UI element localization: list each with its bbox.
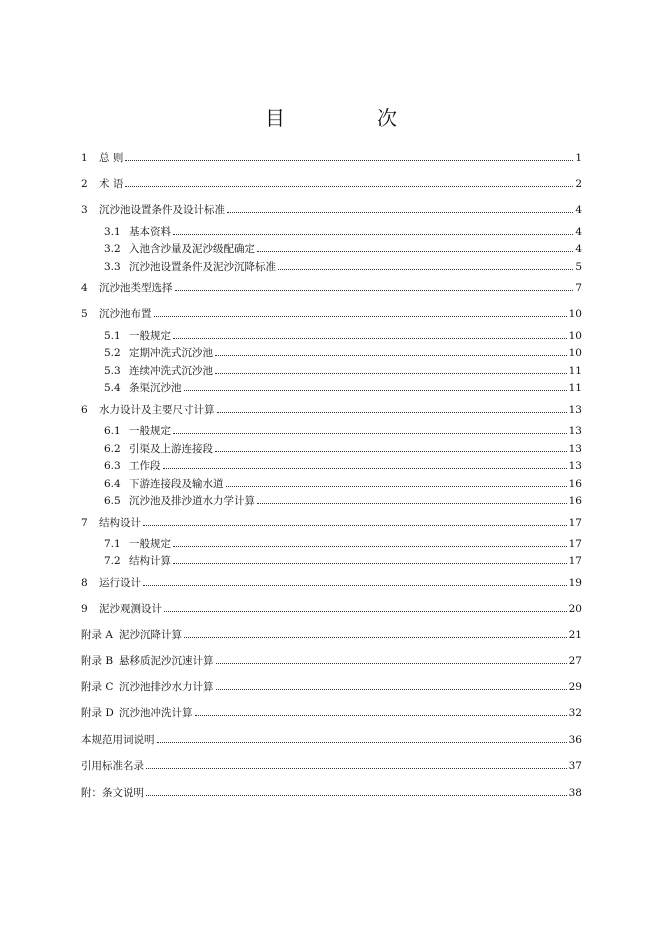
toc-leader-dots [163, 468, 567, 469]
toc-entry-page-number: 4 [575, 243, 582, 255]
toc-entry[interactable] [81, 758, 582, 772]
toc-leader-dots [143, 525, 567, 526]
toc-entry-label: 泥沙沉降计算 [119, 629, 182, 641]
toc-leader-dots [164, 611, 567, 612]
toc-entry-page-number: 10 [568, 330, 582, 342]
toc-entry-label: 一般规定 [129, 538, 171, 550]
toc-entry-page-number: 1 [575, 152, 582, 164]
toc-entry-number: 6.4 [104, 478, 121, 490]
toc-entry-label: 术 语 [99, 178, 124, 190]
toc-leader-dots [216, 663, 567, 664]
toc-leader-dots [154, 316, 567, 317]
toc-entry-page-number: 17 [568, 517, 582, 529]
toc-entry-page-number: 13 [568, 443, 582, 455]
toc-entry-page-number: 2 [575, 178, 582, 190]
toc-entry-page-number: 10 [568, 347, 582, 359]
toc-entry-number: 5.2 [104, 347, 121, 359]
toc-entry-page-number: 17 [568, 538, 582, 550]
toc-entry-number: 3.2 [104, 243, 121, 255]
toc-entry-page-number: 27 [568, 655, 582, 667]
toc-entry-page-number: 4 [575, 204, 582, 216]
toc-entry-page-number: 17 [568, 555, 582, 567]
toc-entry-number: 8 [81, 577, 88, 589]
toc-entry-label: 结构计算 [129, 555, 171, 567]
toc-entry-number: 5.4 [104, 382, 121, 394]
toc-entry-label: 定期冲洗式沉沙池 [129, 347, 213, 359]
toc-entry-label: 连续冲洗式沉沙池 [129, 365, 213, 377]
toc-entry-page-number: 11 [568, 382, 582, 394]
toc-entry-page-number: 13 [568, 404, 582, 416]
toc-leader-dots [125, 160, 573, 161]
toc-leader-dots [278, 269, 573, 270]
toc-entry-page-number: 36 [568, 734, 582, 746]
toc-entry[interactable] [81, 402, 582, 416]
toc-entry-label: 沉沙池布置 [99, 308, 152, 320]
toc-entry-page-number: 19 [568, 577, 582, 589]
toc-entry[interactable] [81, 601, 582, 615]
toc-entry-label: 基本资料 [129, 226, 171, 238]
toc-entry-page-number: 37 [568, 760, 582, 772]
page-title: 目 次 [265, 106, 433, 130]
toc-entry[interactable] [81, 627, 582, 641]
toc-leader-dots [226, 486, 567, 487]
toc-entry[interactable] [81, 679, 582, 693]
toc-entry-number: 2 [81, 178, 88, 190]
toc-entry[interactable] [81, 732, 582, 746]
toc-leader-dots [146, 768, 567, 769]
toc-entry-number: 3.1 [104, 226, 121, 238]
toc-leader-dots [184, 637, 567, 638]
toc-entry[interactable] [81, 280, 582, 294]
toc-entry[interactable] [104, 458, 582, 472]
toc-entry-label: 一般规定 [129, 425, 171, 437]
toc-entry-page-number: 13 [568, 425, 582, 437]
toc-entry-number: 5.3 [104, 365, 121, 377]
toc-entry-label: 附：条文说明 [81, 787, 144, 799]
toc-leader-dots [175, 290, 574, 291]
toc-leader-dots [227, 212, 573, 213]
toc-entry-number: 附录 C [81, 681, 114, 693]
toc-entry[interactable] [104, 224, 582, 238]
toc-entry-number: 4 [81, 282, 88, 294]
toc-entry-label: 沉沙池排沙水力计算 [119, 681, 214, 693]
toc-leader-dots [215, 451, 567, 452]
toc-entry-number: 1 [81, 152, 88, 164]
toc-entry[interactable] [104, 363, 582, 377]
toc-entry[interactable] [104, 423, 582, 437]
toc-entry-number: 6.1 [104, 425, 121, 437]
toc-entry-label: 泥沙观测设计 [99, 603, 162, 615]
toc-entry-number: 附录 B [81, 655, 114, 667]
toc-entry-number: 附录 A [81, 629, 113, 641]
toc-entry[interactable] [104, 380, 582, 394]
toc-entry[interactable] [81, 306, 582, 320]
toc-entry-label: 条渠沉沙池 [129, 382, 182, 394]
toc-leader-dots [257, 503, 567, 504]
toc-entry-label: 入池含沙量及泥沙级配确定 [129, 243, 255, 255]
toc-leader-dots [173, 338, 567, 339]
toc-entry-page-number: 13 [568, 460, 582, 472]
toc-entry-label: 下游连接段及输水道 [129, 478, 224, 490]
toc-entry-label: 一般规定 [129, 330, 171, 342]
toc-entry[interactable] [81, 653, 582, 667]
toc-leader-dots [217, 412, 567, 413]
toc-entry-label: 本规范用词说明 [81, 734, 155, 746]
toc-entry-label: 工作段 [129, 460, 161, 472]
toc-entry-number: 7.2 [104, 555, 121, 567]
toc-entry-label: 引用标准名录 [81, 760, 144, 772]
toc-entry[interactable] [104, 476, 582, 490]
toc-leader-dots [184, 390, 567, 391]
toc-entry-number: 6.5 [104, 495, 121, 507]
toc-leader-dots [215, 355, 567, 356]
toc-leader-dots [215, 373, 567, 374]
toc-entry-label: 运行设计 [99, 577, 141, 589]
toc-entry[interactable] [81, 785, 582, 799]
toc-entry-number: 9 [81, 603, 88, 615]
toc-entry-page-number: 16 [568, 495, 582, 507]
toc-entry-label: 总 则 [99, 152, 124, 164]
toc-leader-dots [257, 251, 573, 252]
toc-entry[interactable] [81, 515, 582, 529]
toc-leader-dots [173, 546, 567, 547]
toc-entry-page-number: 38 [568, 787, 582, 799]
toc-entry[interactable] [104, 241, 582, 255]
toc-entry-page-number: 21 [568, 629, 582, 641]
toc-entry[interactable] [81, 176, 582, 190]
toc-entry-number: 3 [81, 204, 88, 216]
toc-entry[interactable] [104, 441, 582, 455]
toc-entry[interactable] [81, 705, 582, 719]
toc-entry-number: 5 [81, 308, 88, 320]
toc-entry[interactable] [104, 493, 582, 507]
toc-entry[interactable] [104, 553, 582, 567]
toc-entry-page-number: 11 [568, 365, 582, 377]
toc-leader-dots [125, 186, 573, 187]
toc-entry-number: 7 [81, 517, 88, 529]
toc-entry-number: 7.1 [104, 538, 121, 550]
toc-entry[interactable] [104, 259, 582, 273]
toc-entry-number: 6.3 [104, 460, 121, 472]
toc-leader-dots [195, 715, 567, 716]
toc-leader-dots [173, 234, 573, 235]
toc-entry-label: 沉沙池类型选择 [99, 282, 173, 294]
toc-entry[interactable] [81, 202, 582, 216]
toc-entry-label: 沉沙池及排沙道水力学计算 [129, 495, 255, 507]
toc-entry-label: 沉沙池冲洗计算 [119, 707, 193, 719]
toc-entry[interactable] [104, 536, 582, 550]
toc-entry[interactable] [81, 150, 582, 164]
toc-entry-label: 引渠及上游连接段 [129, 443, 213, 455]
toc-entry-number: 3.3 [104, 261, 121, 273]
toc-leader-dots [157, 742, 567, 743]
toc-entry-page-number: 10 [568, 308, 582, 320]
toc-entry-number: 5.1 [104, 330, 121, 342]
toc-entry[interactable] [104, 345, 582, 359]
toc-entry[interactable] [81, 575, 582, 589]
toc-entry[interactable] [104, 328, 582, 342]
toc-entry-page-number: 20 [568, 603, 582, 615]
toc-entry-page-number: 29 [568, 681, 582, 693]
toc-leader-dots [173, 433, 567, 434]
toc-entry-label: 水力设计及主要尺寸计算 [99, 404, 215, 416]
toc-leader-dots [146, 795, 567, 796]
toc-entry-page-number: 7 [575, 282, 582, 294]
toc-entry-label: 结构设计 [99, 517, 141, 529]
toc-entry-page-number: 32 [568, 707, 582, 719]
toc-entry-page-number: 5 [575, 261, 582, 273]
toc-leader-dots [143, 585, 567, 586]
toc-entry-label: 沉沙池设置条件及设计标准 [99, 204, 225, 216]
toc-leader-dots [173, 563, 567, 564]
toc-entry-page-number: 4 [575, 226, 582, 238]
toc-entry-number: 6 [81, 404, 88, 416]
toc-leader-dots [216, 689, 567, 690]
toc-entry-page-number: 16 [568, 478, 582, 490]
toc-entry-label: 沉沙池设置条件及泥沙沉降标准 [129, 261, 276, 273]
toc-entry-number: 6.2 [104, 443, 121, 455]
toc-entry-label: 悬移质泥沙沉速计算 [119, 655, 214, 667]
toc-entry-number: 附录 D [81, 707, 114, 719]
